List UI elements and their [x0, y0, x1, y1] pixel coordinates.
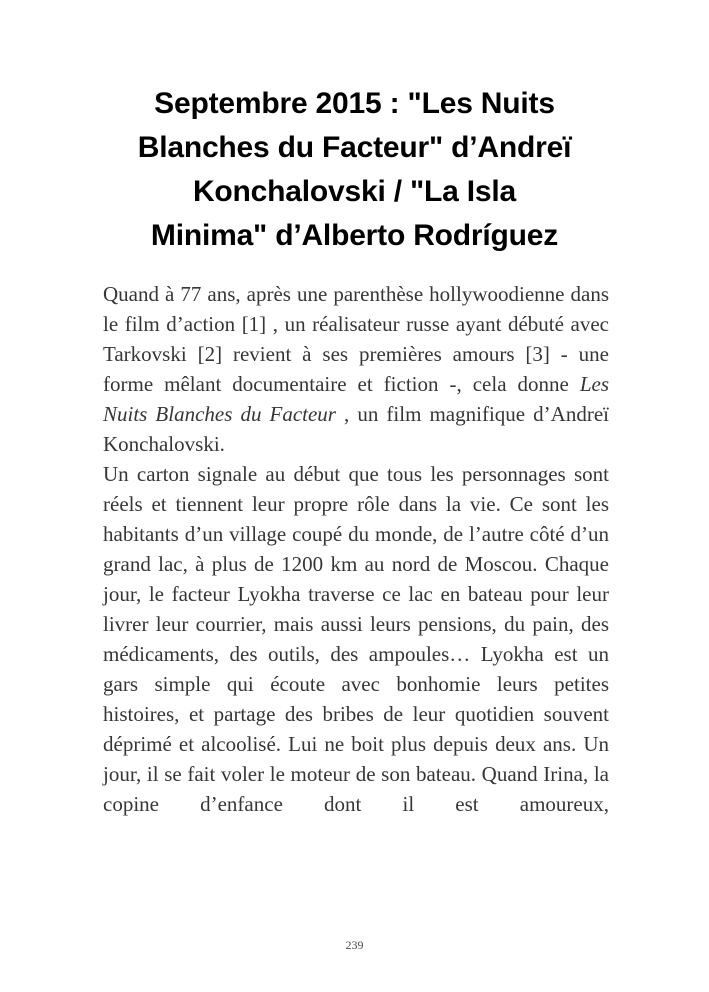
paragraph-1	[103, 279, 609, 459]
title-line-4: Minima" d’Alberto Rodríguez	[150, 219, 559, 252]
article-title	[0, 82, 709, 258]
article-body	[103, 279, 609, 819]
paragraph-2: Un carton signale au début que tous les personnages sont réels et tiennent leur propre rôle dans la vie. Ce sont les habitants d’un village coupé du monde, de l’autre côté d’un grand lac, à plus de 1200 km au nord de Moscou. Chaque jour, le facteur Lyokha traverse ce lac en bateau pour leur livrer leur courrier, mais aussi leurs pensions, du pain, des médicaments, des outils, des ampoules… Lyokha est un gars simple qui écoute avec bonhomie leurs petites histoires, et partage des bribes de leur quotidien souvent déprimé et alcoolisé. Lui ne boit plus depuis deux ans. Un jour, il se fait voler le moteur de son bateau. Quand Irina, la copine d’enfance dont il est amoureux,	[103, 462, 609, 816]
title-line-3: Konchalovski / "La Isla	[192, 175, 517, 208]
title-line-1: Septembre 2015 : "Les Nuits	[154, 87, 555, 120]
paragraph-1-text-end: , un film magnifique d’Andreï Konchalovski.	[103, 402, 609, 456]
page-number: 239	[345, 938, 364, 952]
paragraph-1-text-start: Quand à 77 ans, après une parenthèse hollywoodienne dans le film d’action [1] , un réalisateur russe ayant débuté avec Tarkovski [2] revient à ses premières amours [3] - une forme mêlant documentaire et fiction -, cela donne	[103, 282, 609, 396]
title-line-2: Blanches du Facteur" d’Andreï	[137, 131, 572, 164]
film-title-italic: Les Nuits Blanches du Facteur	[103, 372, 609, 426]
